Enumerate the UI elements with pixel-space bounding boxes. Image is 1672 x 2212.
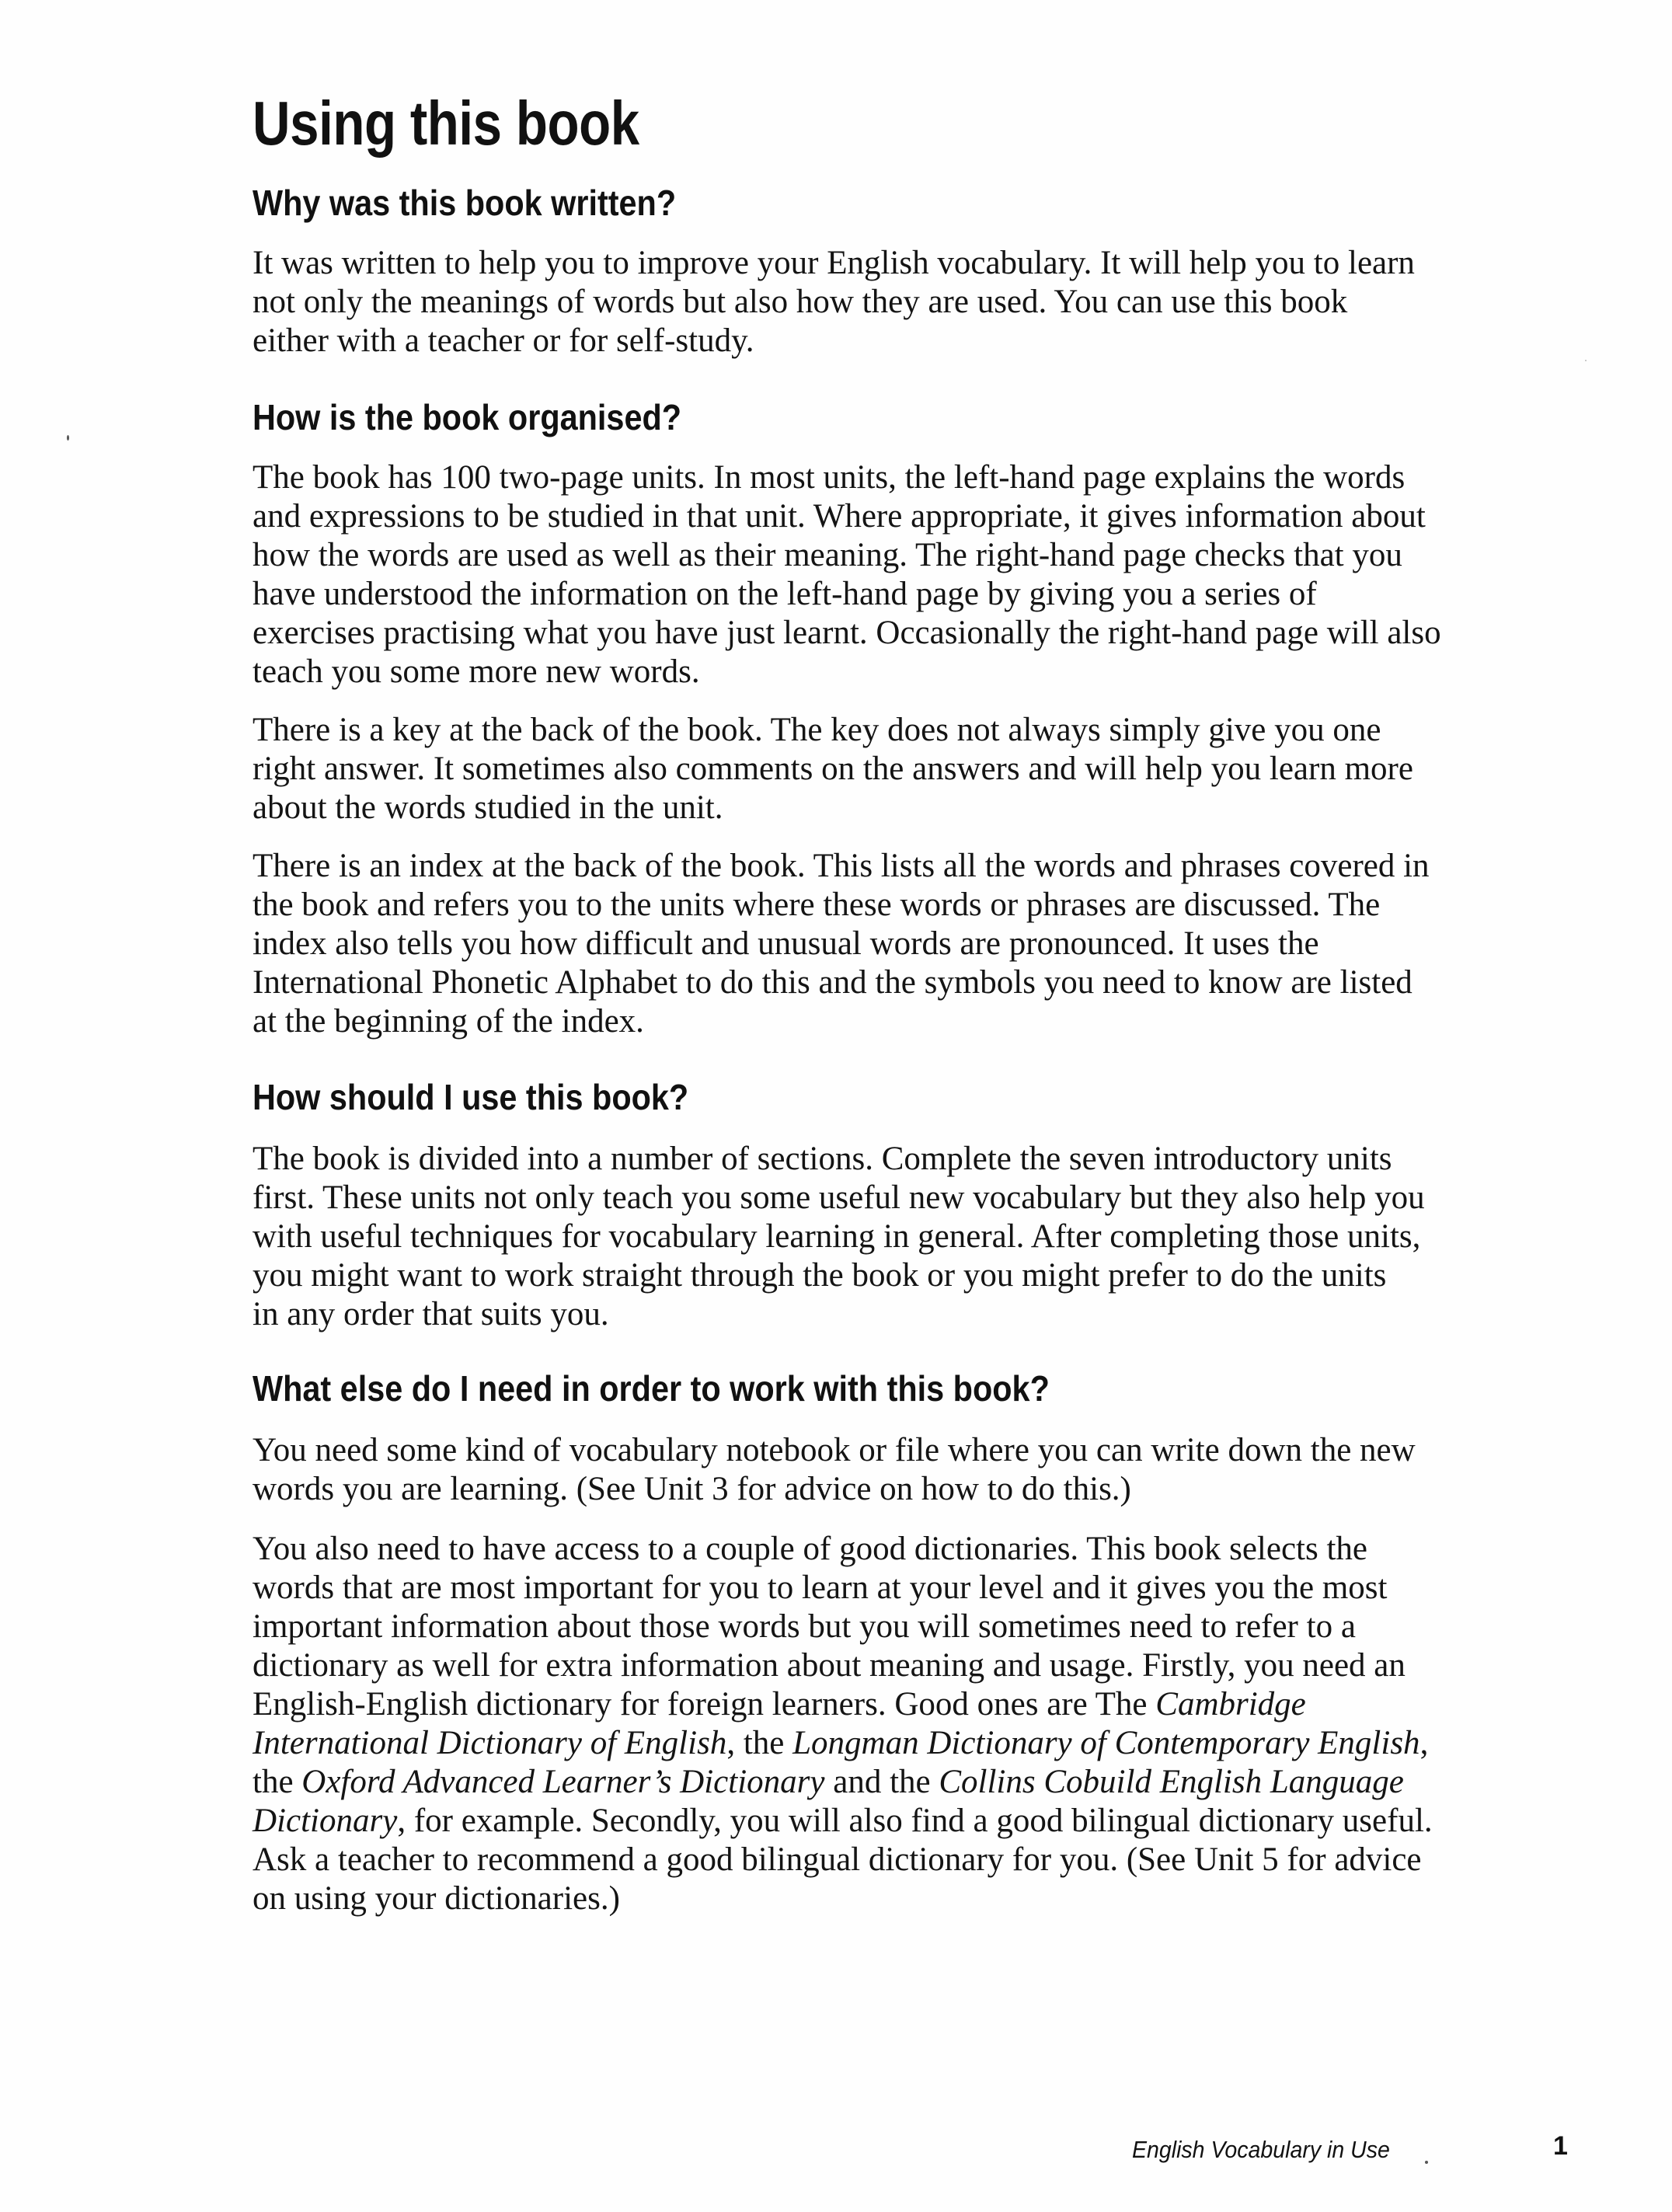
text-line	[253, 1765, 1404, 1799]
page-title: Using this book	[253, 89, 639, 158]
text-line: The book is divided into a number of sections. Complete the seven introductory units	[253, 1141, 1392, 1177]
section-heading-how-to-use: How should I use this book?	[253, 1077, 689, 1117]
text-line: You need some kind of vocabulary notebook or file where you can write down the new	[253, 1432, 1416, 1468]
dictionary-title-italic: Dictionary	[253, 1803, 398, 1839]
text-line: not only the meanings of words but also how they are used. You can use this book	[253, 284, 1348, 320]
text-segment: , the	[726, 1725, 793, 1761]
section-heading-why-written: Why was this book written?	[253, 183, 677, 223]
text-line: at the beginning of the index.	[253, 1003, 644, 1040]
text-line: have understood the information on the left-hand page by giving you a series of	[253, 576, 1317, 612]
dictionary-title-italic: Collins Cobuild English Language	[939, 1764, 1404, 1800]
text-line: with useful techniques for vocabulary learning in general. After completing those units,	[253, 1218, 1421, 1255]
text-line: exercises practising what you have just learnt. Occasionally the right-hand page will also	[253, 615, 1441, 651]
text-line: important information about those words but you will sometimes need to refer to a	[253, 1608, 1356, 1645]
text-line: There is a key at the back of the book. The key does not always simply give you one	[253, 712, 1381, 748]
dictionary-title-italic: Oxford Advanced Learner’s Dictionary	[301, 1764, 825, 1800]
text-line: dictionary as well for extra information about meaning and usage. Firstly, you need an	[253, 1647, 1406, 1684]
text-line: words that are most important for you to learn at your level and it gives you the most	[253, 1569, 1388, 1606]
dictionary-title-italic: International Dictionary of English	[253, 1725, 727, 1761]
running-footer-book-title: English Vocabulary in Use	[1132, 2136, 1390, 2163]
text-segment: and the	[824, 1764, 939, 1800]
text-line: It was written to help you to improve your English vocabulary. It will help you to learn	[253, 245, 1415, 281]
text-segment: , for example. Secondly, you will also find a good bilingual dictionary useful.	[397, 1803, 1433, 1839]
text-segment: ,	[1419, 1725, 1429, 1761]
dictionary-title-italic: Cambridge	[1155, 1686, 1306, 1723]
text-line: The book has 100 two-page units. In most units, the left-hand page explains the words	[253, 459, 1406, 496]
text-line: index also tells you how difficult and unusual words are pronounced. It uses the	[253, 925, 1319, 962]
text-line: International Phonetic Alphabet to do this and the symbols you need to know are listed	[253, 964, 1412, 1001]
text-line: There is an index at the back of the book. This lists all the words and phrases covered in	[253, 848, 1430, 884]
text-line: the book and refers you to the units where these words or phrases are discussed. The	[253, 887, 1381, 923]
text-line: first. These units not only teach you some useful new vocabulary but they also help you	[253, 1179, 1425, 1216]
text-segment: English-English dictionary for foreign learners. Good ones are The	[253, 1686, 1156, 1723]
text-line: right answer. It sometimes also comments on the answers and will help you learn more	[253, 751, 1413, 787]
page-number: 1	[1553, 2131, 1568, 2161]
text-line: how the words are used as well as their meaning. The right-hand page checks that you	[253, 537, 1402, 573]
text-line: either with a teacher or for self-study.	[253, 322, 754, 359]
text-line	[253, 1688, 1306, 1721]
text-line: you might want to work straight through the book or you might prefer to do the units	[253, 1257, 1387, 1294]
text-line: about the words studied in the unit.	[253, 789, 723, 826]
text-line: on using your dictionaries.)	[253, 1880, 620, 1917]
section-heading-what-else: What else do I need in order to work with this book?	[253, 1368, 1050, 1409]
section-heading-organisation: How is the book organised?	[253, 397, 682, 437]
text-line	[253, 1726, 1428, 1760]
text-line: You also need to have access to a couple of good dictionaries. This book selects the	[253, 1531, 1367, 1567]
text-line: Ask a teacher to recommend a good bilingual dictionary for you. (See Unit 5 for advice	[253, 1841, 1422, 1878]
text-line: and expressions to be studied in that unit. Where appropriate, it gives information about	[253, 498, 1426, 535]
text-line: teach you some more new words.	[253, 653, 700, 690]
text-line: words you are learning. (See Unit 3 for advice on how to do this.)	[253, 1471, 1131, 1507]
text-segment: the	[253, 1764, 302, 1800]
scan-artifact	[1585, 360, 1587, 361]
dictionary-title-italic: Longman Dictionary of Contemporary English	[792, 1725, 1420, 1761]
text-line	[253, 1804, 1433, 1838]
scan-artifact	[67, 435, 69, 441]
text-line: in any order that suits you.	[253, 1296, 609, 1332]
scan-artifact	[1425, 2161, 1428, 2164]
